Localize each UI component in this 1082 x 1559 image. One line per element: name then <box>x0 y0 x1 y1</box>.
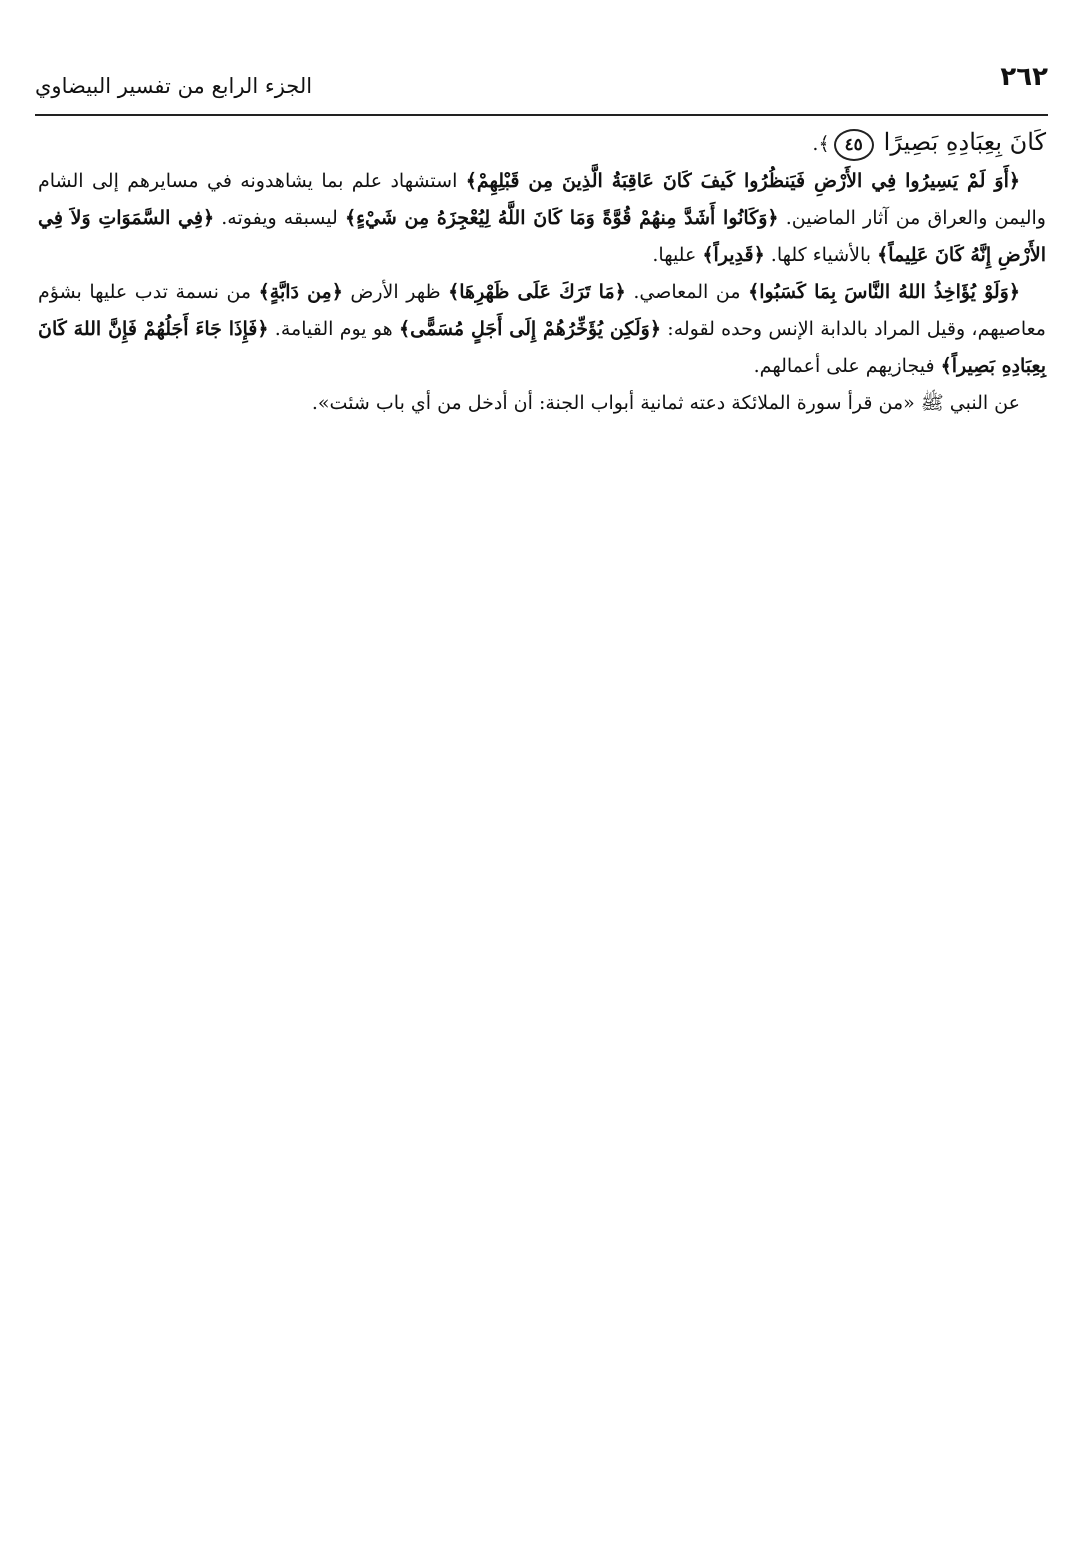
quran-verse: ﴿فَإِذَا جَاءَ أَجَلُهُمْ فَإِنَّ اللهَ كَانَ بِعِبَادِهِ بَصِيراً﴾ <box>38 318 1046 377</box>
commentary-text: ظهر الأرض <box>342 281 449 303</box>
quran-verse: ﴿وَكَانُوا أَشَدَّ مِنهُمْ قُوَّةً وَمَا كَانَ اللَّهُ لِيُعْجِزَهُ مِن شَيْءٍ﴾ <box>344 207 779 229</box>
quran-verse: كَانَ بِعِبَادِهِ بَصِيرًا <box>883 128 1046 156</box>
hadith-paragraph: عن النبي ﷺ «من قرأ سورة الملائكة دعته ثمانية أبواب الجنة: أن أدخل من أي باب شئت». <box>311 392 1020 414</box>
commentary-text: فيجازيهم على أعمالهم. <box>753 355 941 377</box>
commentary-paragraph-1 <box>38 163 1046 274</box>
commentary-text: استشهاد علم بما يشاهدونه في مسايرهم إلى الشام واليمن والعراق من آثار الماضين. <box>38 170 1046 229</box>
verse-closing-bracket: ﴾. <box>812 133 830 155</box>
commentary-text: عليها. <box>652 244 703 266</box>
ayah-number-marker: ٤٥ <box>834 129 874 161</box>
page-number: ٢٦٢ <box>1000 62 1048 92</box>
body-text <box>38 124 1046 422</box>
commentary-text: ليسبقه ويفوته. <box>214 207 345 229</box>
quran-verse: ﴿وَلَوْ يُؤَاخِذُ اللهُ النَّاسَ بِمَا كَسَبُوا﴾ <box>748 281 1020 303</box>
quran-verse: ﴿قَدِيراً﴾ <box>702 244 765 266</box>
running-title: الجزء الرابع من تفسير البيضاوي <box>35 74 313 98</box>
commentary-text: من المعاصي. <box>625 281 749 303</box>
commentary-paragraph-2 <box>38 274 1046 385</box>
header-rule <box>35 114 1048 116</box>
quran-verse: ﴿أَوَ لَمْ يَسِيرُوا فِي الأَرْضِ فَيَنظُرُوا كَيفَ كَانَ عَاقِبَةُ الَّذِينَ مِن قَبْلِهِمْ﴾ <box>465 170 1020 192</box>
quran-verse: ﴿فِي السَّمَوَاتِ وَلاَ فِي الأَرْضِ إِنَّهُ كَانَ عَلِيماً﴾ <box>38 207 1046 266</box>
quran-verse: ﴿مَا تَرَكَ عَلَى ظَهْرِهَا﴾ <box>448 281 626 303</box>
quran-verse: ﴿مِن دَابَّةٍ﴾ <box>258 281 343 303</box>
commentary-text: هو يوم القيامة. <box>268 318 400 340</box>
verse-ending-line <box>38 124 1046 163</box>
quran-verse: ﴿وَلَكِن يُؤَخِّرُهُمْ إِلَى أَجَلٍ مُسَمًّى﴾ <box>399 318 661 340</box>
commentary-text: بالأشياء كلها. <box>764 244 878 266</box>
page-header <box>35 58 1048 110</box>
commentary-text: من نسمة تدب عليها بشؤم معاصيهم، وقيل المراد بالدابة الإنس وحده لقوله: <box>38 281 1046 340</box>
